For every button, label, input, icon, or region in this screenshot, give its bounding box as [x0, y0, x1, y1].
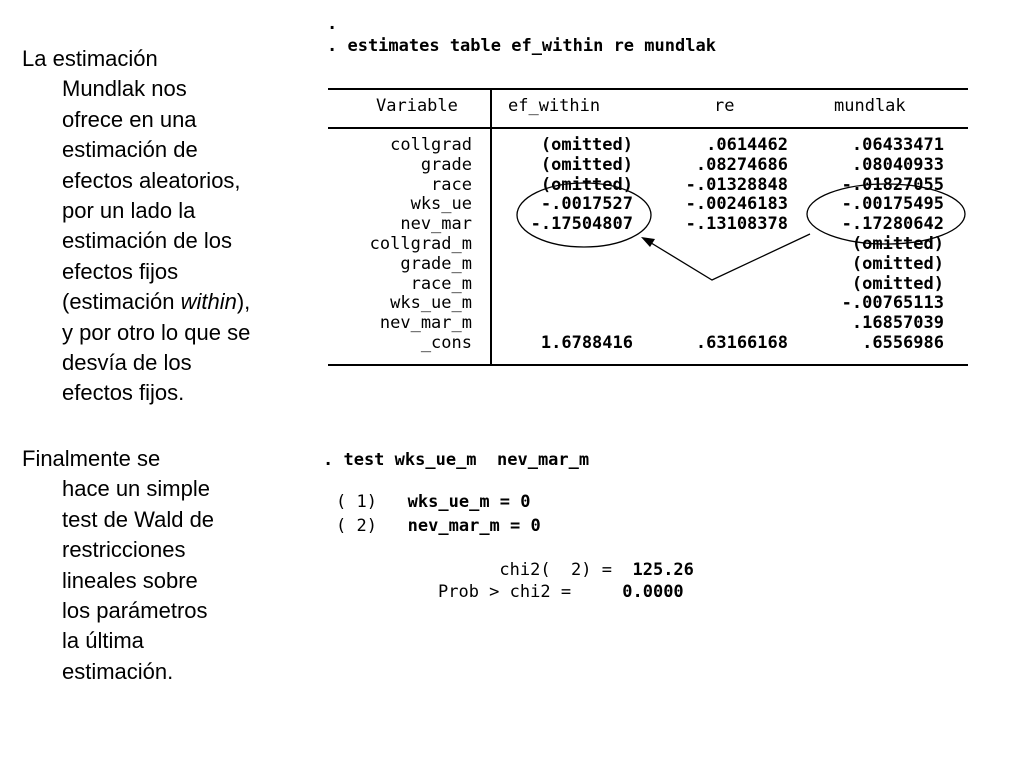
text-line: efectos fijos [62, 258, 179, 284]
text-line: hace un simple [62, 476, 210, 502]
prob-result [438, 582, 684, 602]
table-cell: .06433471 [851, 135, 944, 155]
table-cell: (omitted) [540, 135, 633, 155]
table-cell: .63166168 [695, 332, 788, 353]
text-line: por un lado la [62, 198, 196, 224]
prob-value: 0.0000 [622, 582, 684, 602]
text-line: test de Wald de [62, 506, 215, 532]
table-cell: -.13108378 [685, 214, 788, 235]
table-cell: wks_ue [410, 194, 472, 215]
hypothesis-label: ( 2) [336, 516, 377, 536]
test-command-prefix: . test [323, 450, 395, 470]
emphasis-within: within [180, 289, 237, 315]
header-ef-within: ef_within [508, 96, 601, 116]
table-cell: -.00175495 [841, 194, 944, 215]
text-line: Finalmente se [22, 446, 161, 471]
table-cell: .6556986 [862, 332, 944, 353]
table-cell: collgrad_m [369, 233, 472, 254]
arrowhead-icon [641, 237, 655, 247]
text-line: ofrece en una [62, 106, 197, 132]
highlight-ellipse-ef-within [517, 183, 651, 247]
text-fragment: (estimación [62, 289, 181, 315]
table-cell: wks_ue_m [390, 293, 472, 314]
table-cell: -.01827055 [841, 174, 944, 195]
text-line: efectos aleatorios, [62, 167, 241, 193]
hypothesis-1 [336, 492, 531, 512]
text-line: y por otro lo que se [62, 319, 251, 345]
comparison-arrow-line [643, 234, 810, 280]
table-cell: .08274686 [695, 154, 788, 175]
table-cell: (omitted) [851, 253, 944, 274]
text-fragment: ), [236, 289, 251, 315]
table-cell: .08040933 [851, 154, 944, 175]
table-cell: (omitted) [851, 273, 944, 294]
table-cell: -.17504807 [530, 214, 633, 235]
text-line: efectos fijos. [62, 380, 185, 406]
test-command-args: wks_ue_m nev_mar_m [394, 450, 590, 470]
text-line: desvía de los [62, 350, 192, 376]
stata-prompt-dot: . [327, 14, 338, 34]
table-cell: grade_m [400, 253, 472, 274]
highlight-ellipse-mundlak [807, 184, 965, 244]
header-variable: Variable [376, 96, 458, 116]
table-cell: nev_mar_m [379, 313, 472, 334]
table-cell: collgrad [390, 135, 472, 155]
hypothesis-expression: wks_ue_m = 0 [407, 492, 531, 512]
table-cell: race_m [410, 273, 472, 294]
table-cell: 1.6788416 [540, 332, 633, 353]
table-cell: -.00765113 [841, 293, 944, 314]
stata-command: . estimates table ef_within re mundlak [327, 36, 716, 56]
text-line: los parámetros [62, 598, 208, 624]
test-command [323, 450, 589, 470]
table-cell: (omitted) [540, 154, 633, 175]
table-cell: -.00246183 [685, 194, 788, 215]
text-line: La estimación [22, 46, 158, 71]
hypothesis-expression: nev_mar_m = 0 [407, 516, 541, 536]
prob-label: Prob > chi2 = [438, 582, 572, 602]
text-line: restricciones [62, 537, 186, 563]
header-re: re [714, 96, 735, 116]
text-line: Mundlak nos [62, 76, 187, 102]
table-cell: -.0017527 [540, 194, 633, 215]
hypothesis-2 [336, 516, 541, 536]
text-line: estimación. [62, 658, 174, 684]
hypothesis-label: ( 1) [336, 492, 377, 512]
table-cell: race [431, 174, 472, 195]
text-line: estimación de [62, 137, 198, 163]
table-cell: grade [420, 154, 472, 175]
header-mundlak: mundlak [834, 96, 906, 116]
chi2-label: chi2( 2) = [438, 560, 612, 580]
table-cell: -.01328848 [685, 174, 788, 195]
chi2-result [438, 560, 694, 580]
table-cell: _cons [420, 332, 472, 353]
text-line: lineales sobre [62, 567, 198, 593]
table-cell: (omitted) [851, 233, 944, 254]
table-cell: nev_mar [400, 214, 472, 235]
text-line: la última [62, 628, 144, 654]
table-cell: .0614462 [706, 135, 788, 155]
text-line: estimación de los [62, 228, 232, 254]
table-cell: (omitted) [540, 174, 633, 195]
chi2-value: 125.26 [632, 560, 694, 580]
table-cell: -.17280642 [841, 214, 944, 235]
table-cell: .16857039 [851, 313, 944, 334]
